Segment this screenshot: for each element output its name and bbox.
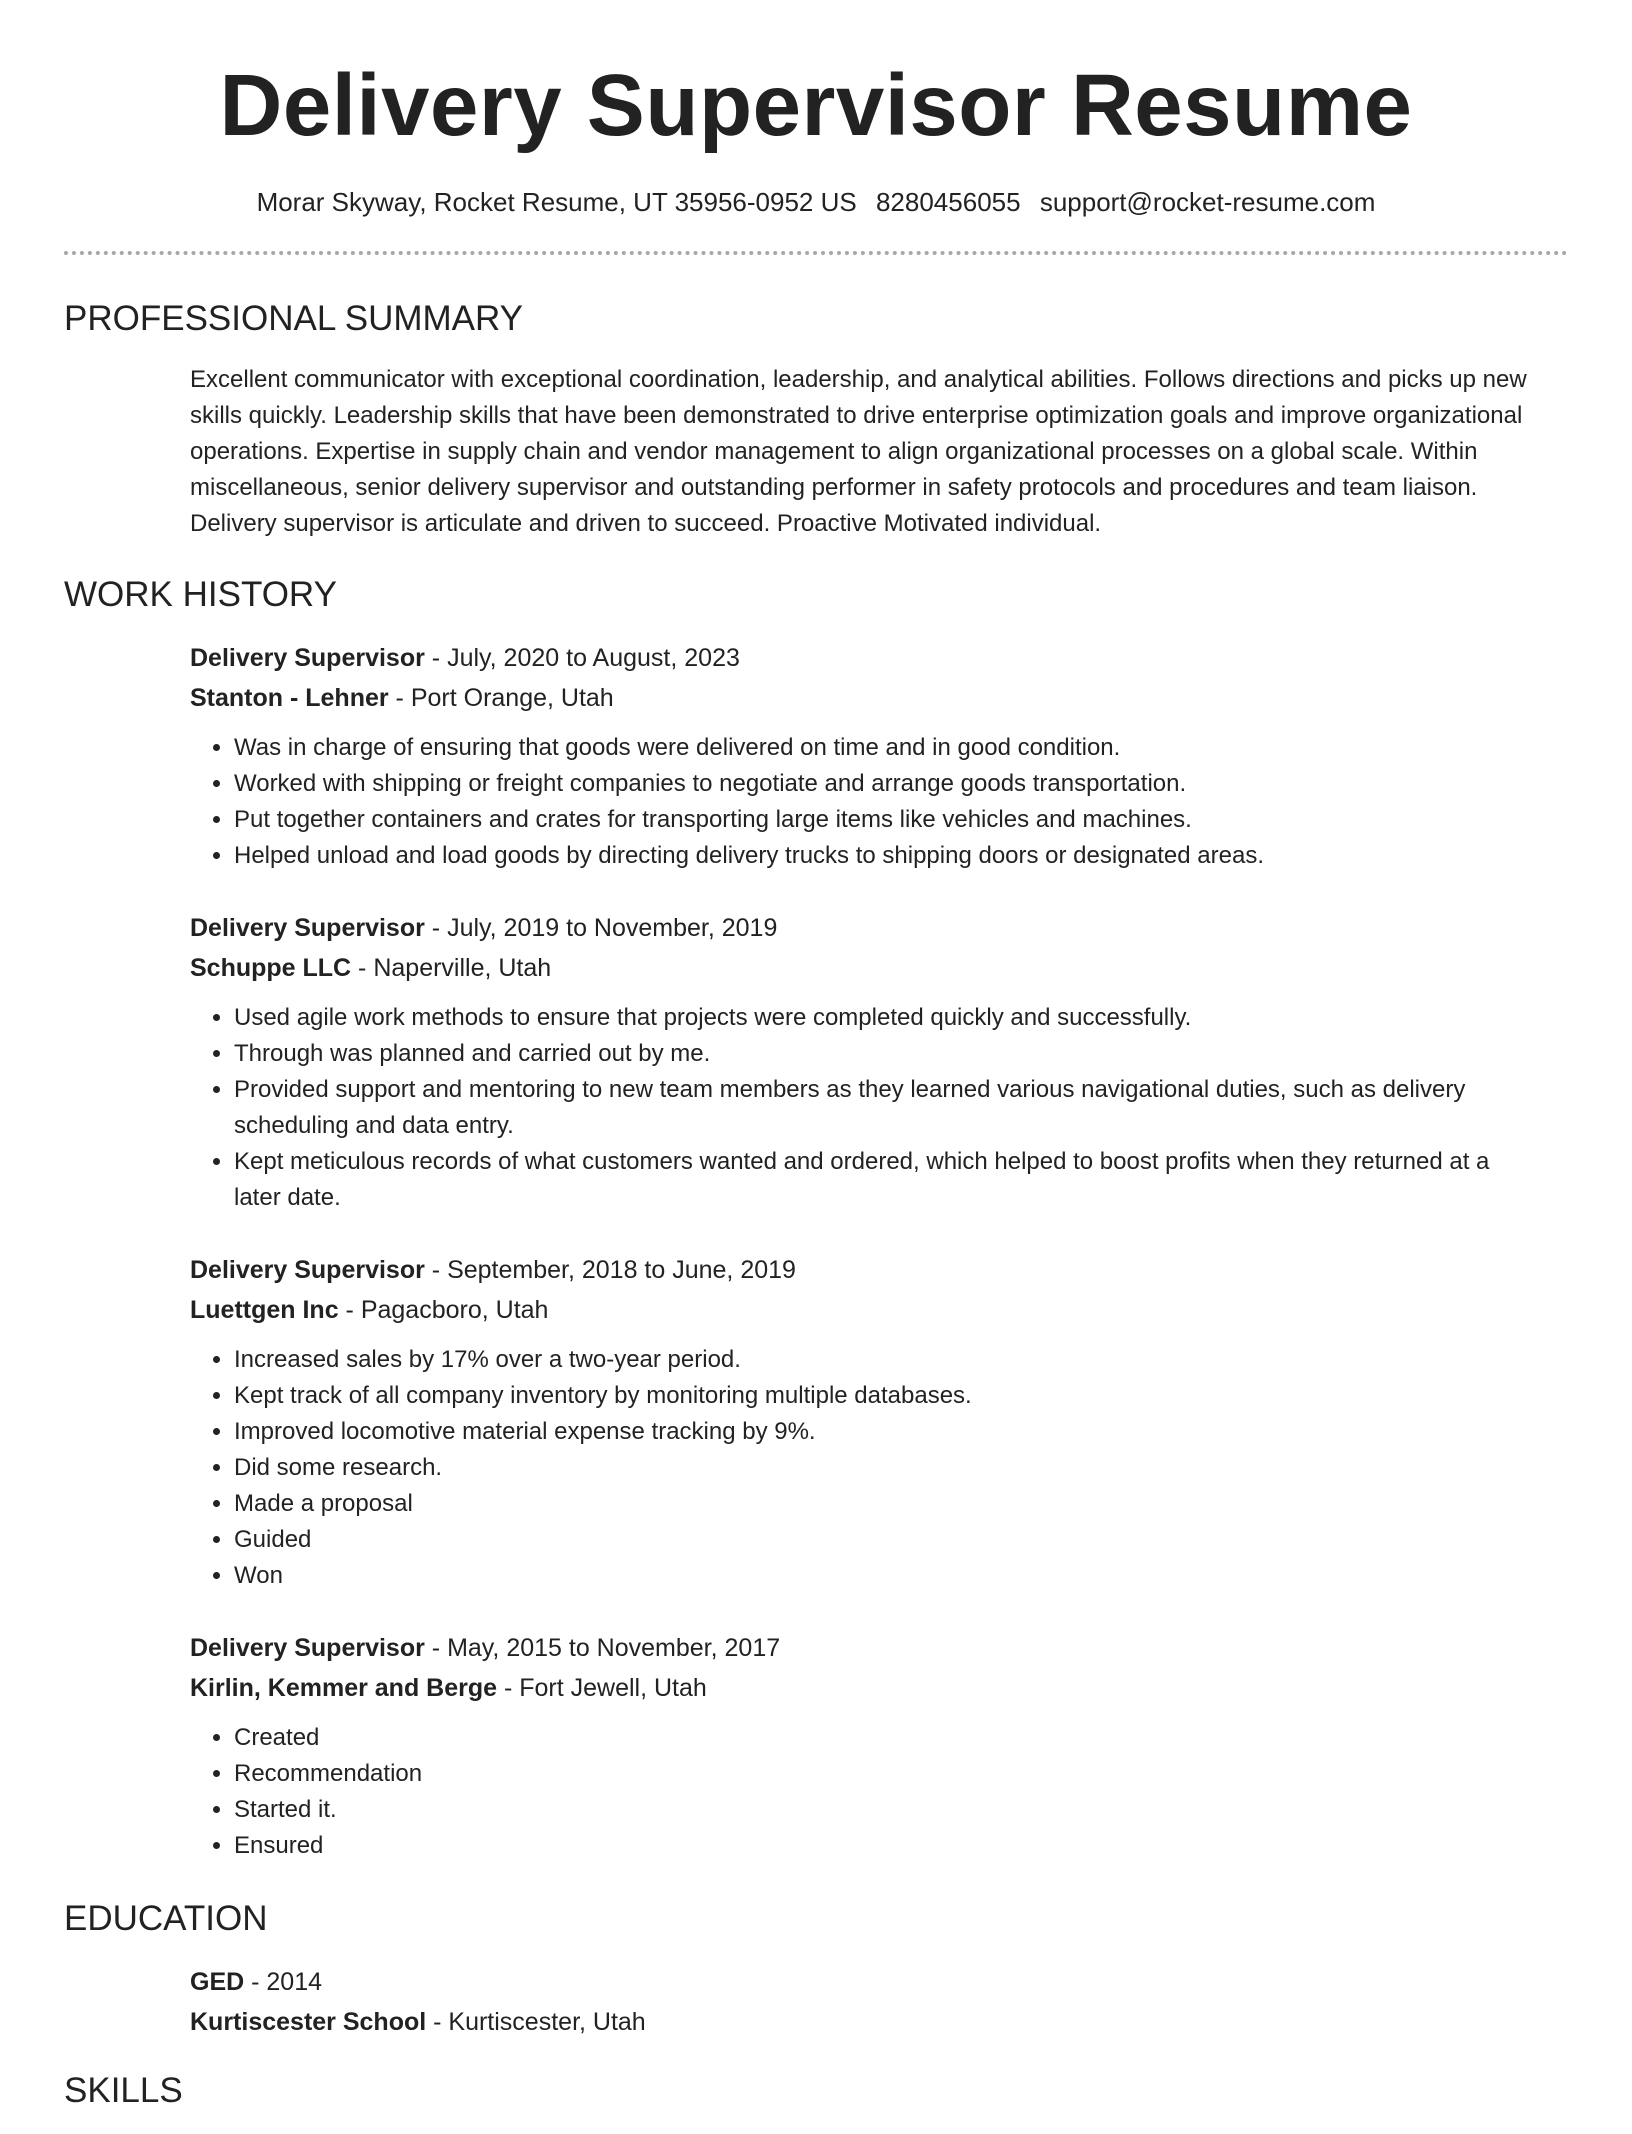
contact-phone: 8280456055: [875, 186, 1021, 217]
job-title-line: Delivery Supervisor - September, 2018 to June, 2019: [190, 1256, 796, 1284]
job-dates: September, 2018 to June, 2019: [447, 1256, 796, 1284]
job-company-line: Stanton - Lehner - Port Orange, Utah: [190, 684, 614, 712]
education-section: [64, 1898, 1568, 2042]
job-bullets: [190, 730, 1540, 874]
list-item: • Helped unload and load goods by directing delivery trucks to shipping doors or designated areas.: [234, 838, 1540, 874]
list-item: • Started it.: [234, 1792, 1540, 1828]
job-bullets: [190, 1342, 1540, 1594]
work-history-heading: WORK HISTORY: [64, 575, 337, 614]
summary-text: Excellent communicator with exceptional coordination, leadership, and analytical abilities. Follows directions and picks up new skills quickly. Leadership skills that have been demonstrated to drive enterprise optimization goals and improve organizational operations. Expertise in supply chain and vendor management to align organizational processes on a global scale. Within miscellaneous, senior delivery supervisor and outstanding performer in safety protocols and procedures and team liaison. Delivery supervisor is articulate and driven to succeed. Proactive Motivated individual.: [190, 366, 1527, 537]
skills-heading: SKILLS: [64, 2071, 183, 2110]
header-divider: [64, 251, 1568, 255]
resume-header: [0, 0, 1632, 219]
job-role: Delivery Supervisor: [190, 644, 425, 672]
job-dates: July, 2019 to November, 2019: [447, 914, 778, 942]
summary-heading: PROFESSIONAL SUMMARY: [64, 299, 523, 338]
education-school: Kurtiscester School: [190, 2008, 427, 2036]
education-location: Kurtiscester, Utah: [448, 2008, 646, 2036]
list-item: • Did some research.: [234, 1450, 1540, 1486]
job-company-line: Kirlin, Kemmer and Berge - Fort Jewell, Utah: [190, 1674, 707, 1702]
job-title-line: Delivery Supervisor - July, 2019 to November, 2019: [190, 914, 778, 942]
job-location: Pagacboro, Utah: [360, 1296, 549, 1324]
job-role: Delivery Supervisor: [190, 1634, 425, 1662]
job-entry: [190, 908, 1540, 1216]
list-item: • Recommendation: [234, 1756, 1540, 1792]
job-role: Delivery Supervisor: [190, 914, 425, 942]
job-role: Delivery Supervisor: [190, 1256, 425, 1284]
job-entry: [190, 1628, 1540, 1864]
job-entry: [190, 1250, 1540, 1594]
contact-line: [0, 186, 1632, 220]
job-title-line: Delivery Supervisor - July, 2020 to August, 2023: [190, 644, 740, 672]
job-bullets: [190, 1720, 1540, 1864]
list-item: • Guided: [234, 1522, 1540, 1558]
list-item: • Provided support and mentoring to new team members as they learned various navigational duties, such as delivery scheduling and data entry.: [234, 1072, 1540, 1144]
list-item: • Put together containers and crates for transporting large items like vehicles and machines.: [234, 802, 1540, 838]
skills-section: [64, 2070, 1568, 2112]
list-item: • Used agile work methods to ensure that projects were completed quickly and successfully.: [234, 1000, 1540, 1036]
list-item: • Created: [234, 1720, 1540, 1756]
job-company: Kirlin, Kemmer and Berge: [190, 1674, 498, 1702]
job-dates: May, 2015 to November, 2017: [447, 1634, 781, 1662]
contact-email: support@rocket-resume.com: [1039, 186, 1376, 217]
list-item: • Kept track of all company inventory by monitoring multiple databases.: [234, 1378, 1540, 1414]
job-title-line: Delivery Supervisor - May, 2015 to November, 2017: [190, 1634, 781, 1662]
education-degree-line: GED - 2014: [190, 1968, 323, 1996]
resume-content: [64, 298, 1568, 2134]
list-item: • Worked with shipping or freight companies to negotiate and arrange goods transportation.: [234, 766, 1540, 802]
contact-address: Morar Skyway, Rocket Resume, UT 35956-0952 US: [256, 186, 857, 217]
summary-section: [64, 298, 1568, 542]
education-year: 2014: [266, 1968, 323, 1996]
list-item: • Was in charge of ensuring that goods were delivered on time and in good condition.: [234, 730, 1540, 766]
list-item: • Improved locomotive material expense tracking by 9%.: [234, 1414, 1540, 1450]
job-location: Fort Jewell, Utah: [519, 1674, 707, 1702]
list-item: • Ensured: [234, 1828, 1540, 1864]
job-company: Stanton - Lehner: [190, 684, 389, 712]
list-item: • Increased sales by 17% over a two-year period.: [234, 1342, 1540, 1378]
job-location: Port Orange, Utah: [410, 684, 614, 712]
list-item: • Won: [234, 1558, 1540, 1594]
job-company-line: Schuppe LLC - Naperville, Utah: [190, 954, 552, 982]
list-item: • Through was planned and carried out by me.: [234, 1036, 1540, 1072]
job-company: Luettgen Inc: [190, 1296, 339, 1324]
job-bullets: [190, 1000, 1540, 1216]
list-item: • Made a proposal: [234, 1486, 1540, 1522]
job-company-line: Luettgen Inc - Pagacboro, Utah: [190, 1296, 549, 1324]
education-heading: EDUCATION: [64, 1899, 268, 1938]
job-company: Schuppe LLC: [190, 954, 352, 982]
list-item: • Kept meticulous records of what customers wanted and ordered, which helped to boost profits when they returned at a later date.: [234, 1144, 1540, 1216]
page-title: Delivery Supervisor Resume: [219, 57, 1413, 154]
job-entry: [190, 638, 1540, 874]
education-degree: GED: [190, 1968, 245, 1996]
education-school-line: Kurtiscester School - Kurtiscester, Utah: [190, 2008, 646, 2036]
work-history-section: [64, 574, 1568, 1864]
job-location: Naperville, Utah: [373, 954, 552, 982]
job-dates: July, 2020 to August, 2023: [447, 644, 740, 672]
